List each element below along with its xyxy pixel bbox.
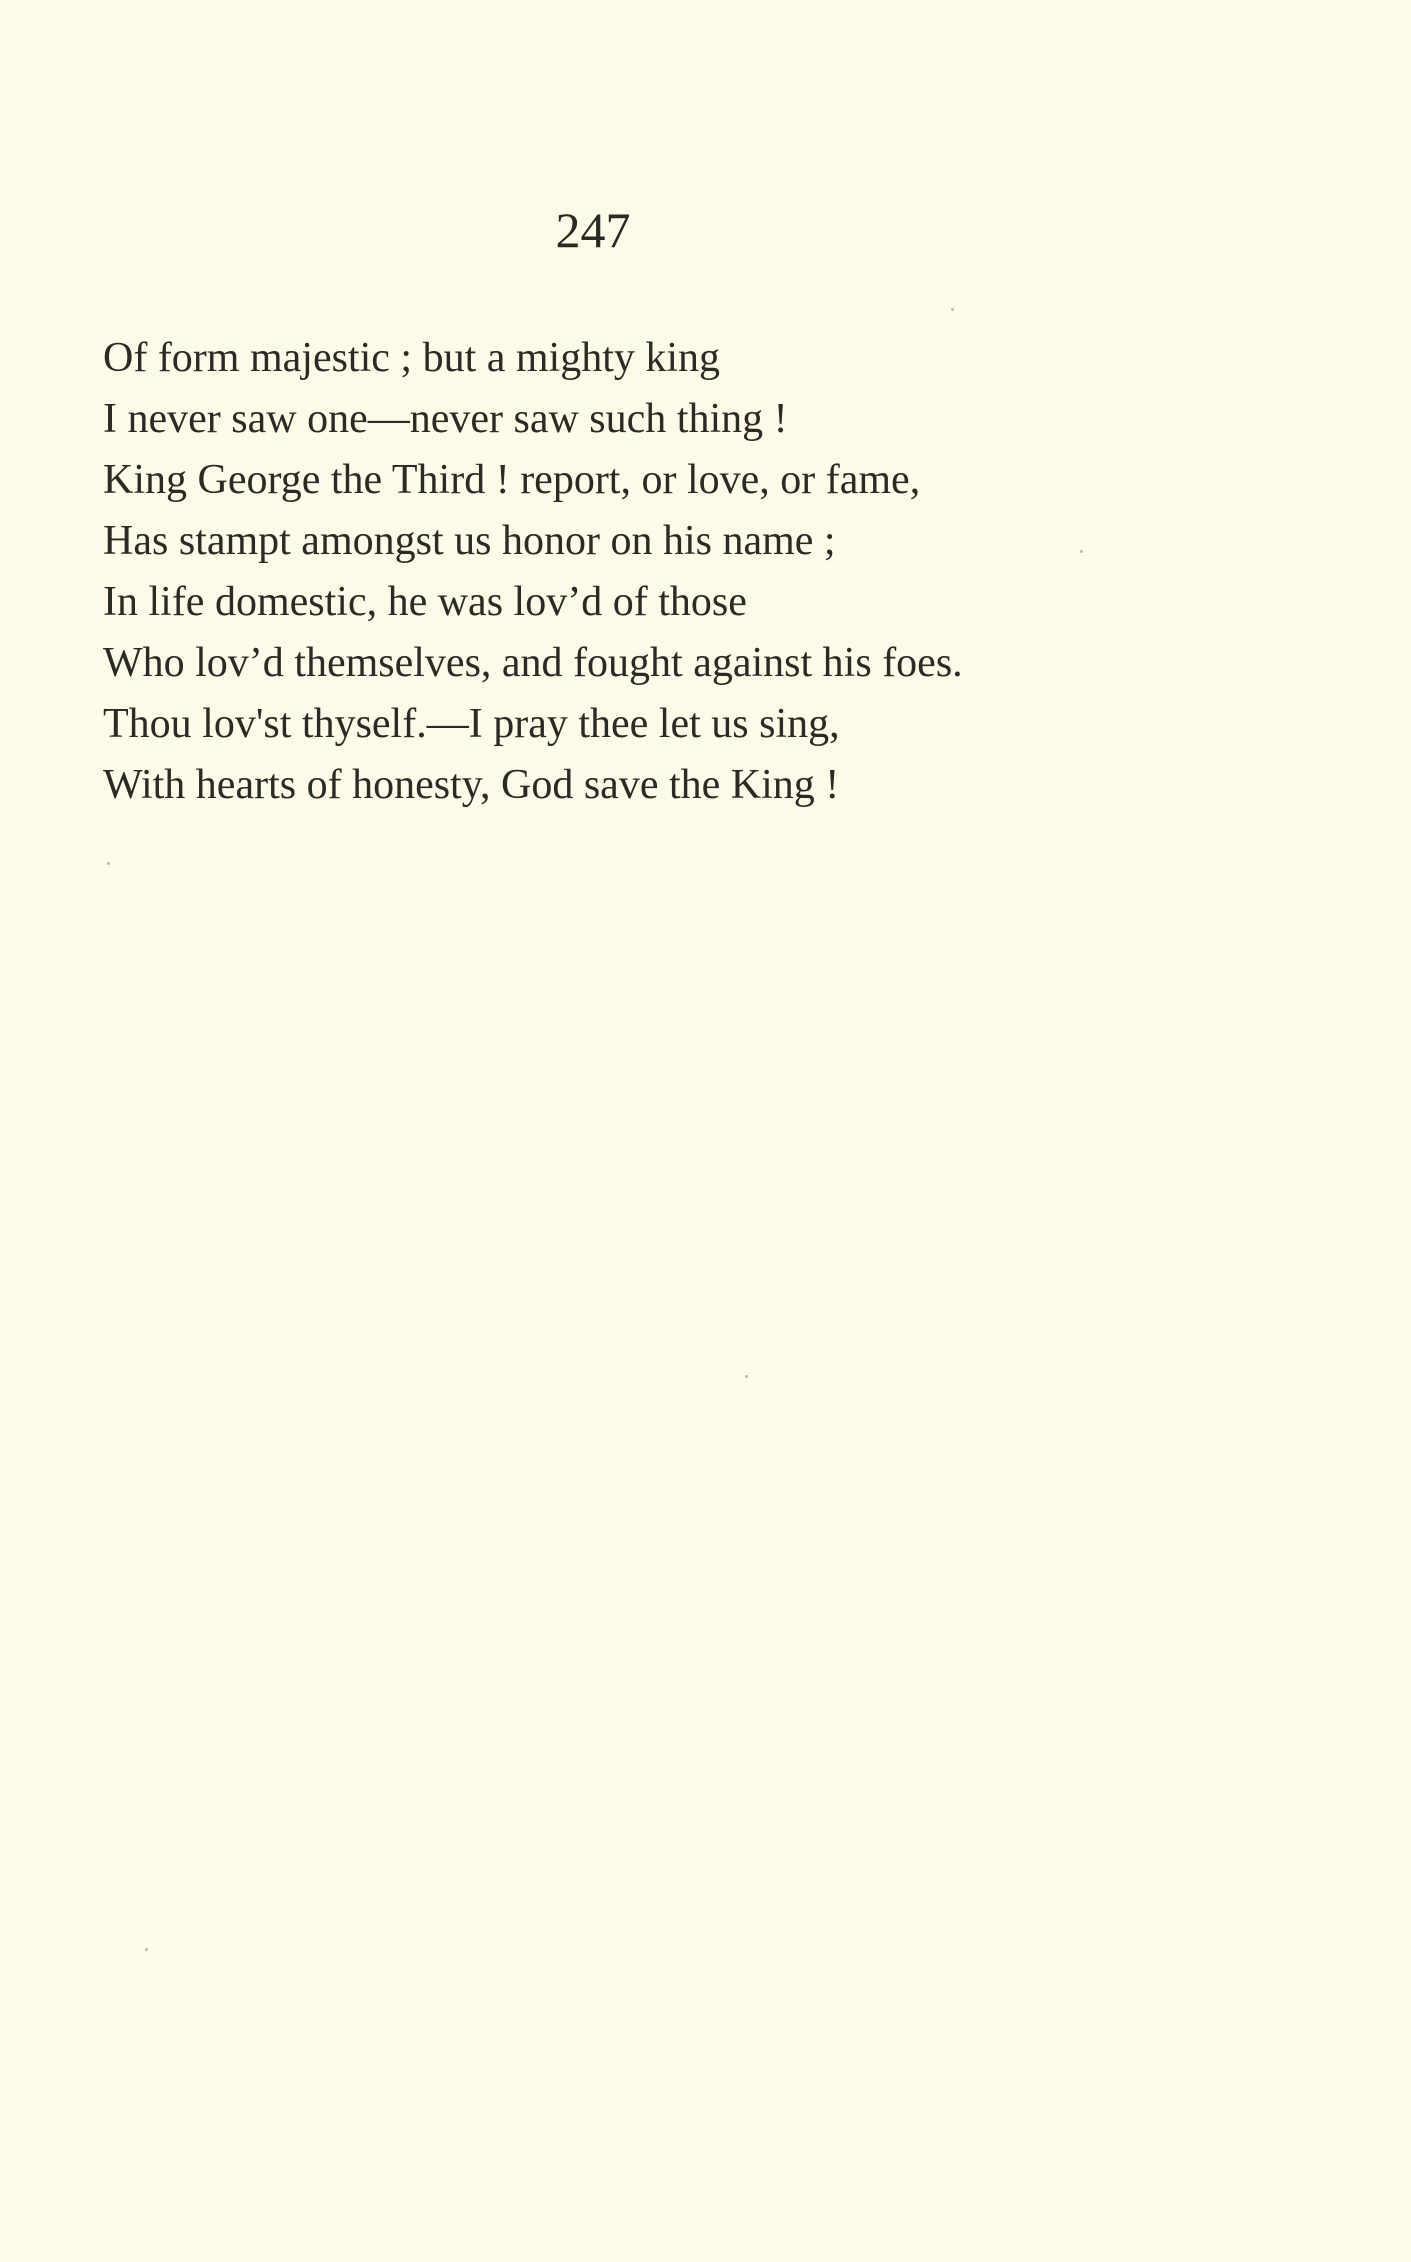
poem-line: King George the Third ! report, or love, or fame, <box>103 457 921 503</box>
paper-speck <box>745 1375 748 1378</box>
poem-line: In life domestic, he was lov’d of those <box>103 579 747 625</box>
paper-speck <box>145 1948 148 1951</box>
page-number: 247 <box>555 202 631 258</box>
poem-line: Thou lov'st thyself.—I pray thee let us sing, <box>103 701 840 747</box>
paper-speck <box>951 308 954 311</box>
poem-line: Has stampt amongst us honor on his name ; <box>103 518 836 564</box>
poem-stanza <box>103 328 963 816</box>
poem-line: Who lov’d themselves, and fought against his foes. <box>103 640 963 686</box>
paper-speck <box>1080 550 1083 553</box>
poem-line: I never saw one—never saw such thing ! <box>103 396 788 442</box>
poem-line: With hearts of honesty, God save the King ! <box>103 762 840 808</box>
poem-line: Of form majestic ; but a mighty king <box>103 335 721 381</box>
paper-speck <box>107 862 110 865</box>
